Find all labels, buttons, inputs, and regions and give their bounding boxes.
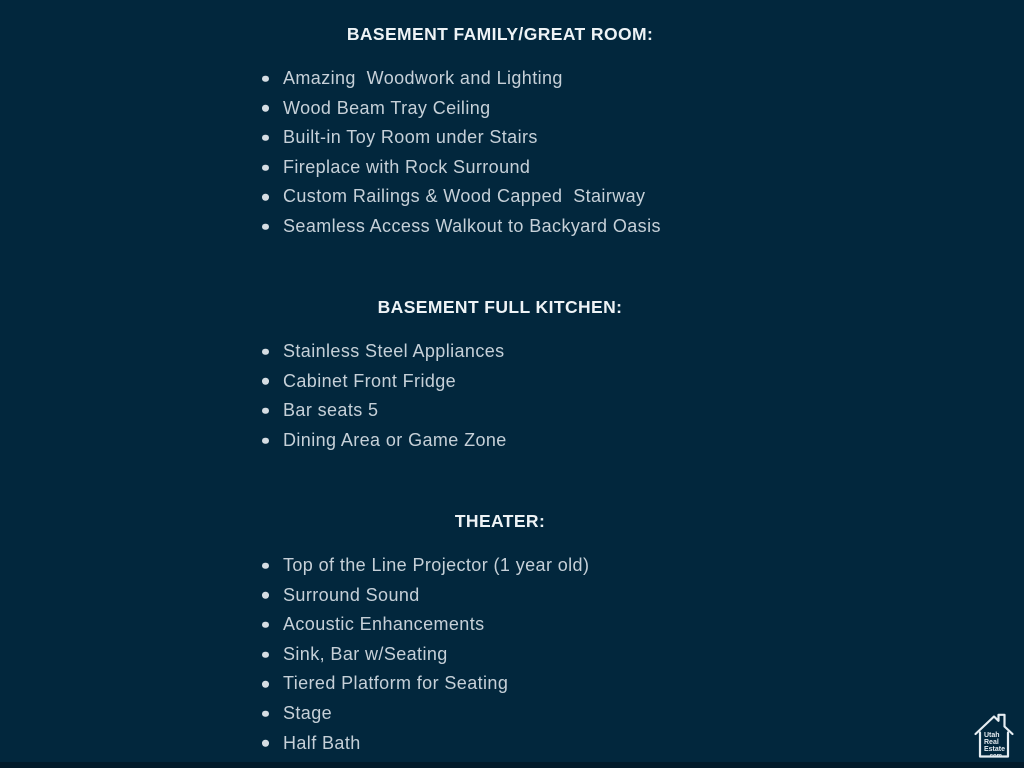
list-item (0, 94, 1000, 124)
list-item (0, 396, 1000, 426)
bullet-icon (262, 76, 269, 83)
logo-text-com: .com (988, 753, 1003, 760)
bullet-icon (262, 740, 269, 747)
section-title: THEATER: (454, 511, 546, 531)
list-item (0, 337, 1000, 367)
list-item-label: Amazing Woodwork and Lighting (283, 68, 563, 88)
logo-text-real: Real (984, 739, 999, 746)
bullet-icon (262, 349, 269, 356)
list-item (0, 729, 1003, 760)
list-item-label: Wood Beam Tray Ceiling (283, 97, 491, 118)
list-item-label: Custom Railings & Wood Capped Stairway (283, 186, 646, 207)
list-item (0, 182, 1000, 212)
bullet-icon (262, 711, 269, 718)
list-item-label: Cabinet Front Fridge (283, 370, 457, 391)
list-item (0, 153, 1000, 183)
list-item (0, 123, 1000, 153)
bullet-icon (262, 224, 269, 231)
house-icon (971, 711, 1017, 761)
bottom-edge-shadow (0, 762, 1024, 768)
list-item-label: Dining Area or Game Zone (283, 429, 507, 450)
list-item (0, 551, 1000, 581)
utahrealestate-logo (971, 711, 1017, 761)
list-item-label: Stage (283, 702, 333, 723)
bullet-icon (262, 194, 269, 201)
list-item (0, 426, 1000, 456)
bullet-icon (262, 592, 269, 599)
list-item (0, 581, 1000, 611)
list-item-label: Sink, Bar w/Seating (283, 643, 448, 664)
section-title: BASEMENT FULL KITCHEN: (377, 297, 623, 317)
bullet-icon (262, 681, 269, 688)
list-item-label: Acoustic Enhancements (283, 614, 485, 635)
list-item (0, 610, 1000, 640)
feature-list (0, 337, 1000, 455)
feature-section (0, 24, 1000, 242)
list-item (0, 699, 1000, 729)
list-item-label: Fireplace with Rock Surround (283, 156, 531, 177)
section-title: BASEMENT FAMILY/GREAT ROOM: (346, 24, 654, 44)
list-item-label: Built-in Toy Room under Stairs (283, 127, 538, 148)
logo-text-estate: Estate (984, 746, 1006, 753)
list-item-label: Half Bath (283, 732, 361, 753)
list-item (0, 640, 1000, 670)
list-item-label: Stainless Steel Appliances (283, 341, 505, 361)
list-item-label: Surround Sound (283, 584, 420, 605)
bullet-icon (262, 378, 269, 385)
bullet-icon (262, 164, 269, 171)
list-item-label: Bar seats 5 (283, 400, 379, 421)
bullet-icon (262, 563, 269, 570)
list-item-label: Seamless Access Walkout to Backyard Oasis (283, 215, 661, 236)
list-item (0, 212, 1000, 242)
feature-list (0, 551, 1003, 760)
list-item (0, 367, 1000, 397)
bullet-icon (262, 622, 269, 629)
bullet-icon (262, 135, 269, 142)
list-item-label: Top of the Line Projector (1 year old) (283, 555, 590, 575)
feature-section (0, 297, 1000, 455)
logo-text-utah: Utah (984, 732, 1000, 739)
bullet-icon (262, 651, 269, 658)
list-item (0, 64, 1000, 94)
bullet-icon (262, 105, 269, 112)
feature-list (0, 64, 1000, 242)
feature-section (0, 511, 1003, 760)
bullet-icon (262, 437, 269, 444)
list-item (0, 669, 1000, 699)
bullet-icon (262, 408, 269, 415)
list-item-label: Tiered Platform for Seating (283, 673, 509, 694)
